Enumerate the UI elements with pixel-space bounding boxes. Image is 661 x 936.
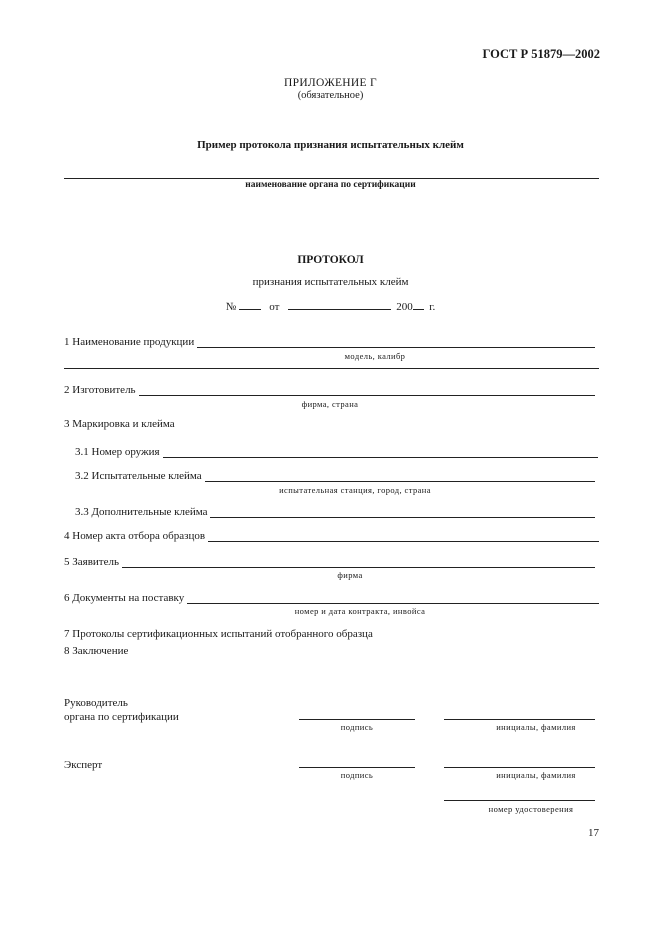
org-name-caption: наименование органа по сертификации: [245, 180, 416, 190]
field-label: 3.2 Испытательные клейма: [75, 470, 202, 482]
field-delivery-documents: [64, 592, 599, 604]
page-number: 17: [588, 827, 599, 839]
field-caption: номер и дата контракта, инвойса: [294, 606, 426, 616]
protocol-title: ПРОТОКОЛ: [297, 254, 364, 266]
field-label: 3.1 Номер оружия: [75, 446, 160, 458]
org-name-line: [64, 178, 599, 179]
field-label: 5 Заявитель: [64, 556, 119, 568]
protocol-subtitle: признания испытательных клейм: [252, 276, 409, 288]
from-label: от: [269, 301, 280, 313]
certificate-number-line: [444, 800, 595, 801]
field-caption: фирма: [337, 570, 363, 580]
fill-line: [163, 447, 598, 458]
year-blank: [413, 300, 424, 310]
expert-title: Эксперт: [64, 759, 103, 771]
expert-name-caption: инициалы, фамилия: [496, 770, 576, 780]
expert-signature-line: [299, 767, 415, 768]
appendix-title: ПРИЛОЖЕНИЕ Г: [284, 77, 377, 89]
field-sampling-act: [64, 530, 599, 542]
head-signature-caption: подпись: [340, 722, 374, 732]
year-suffix: г.: [429, 301, 436, 313]
certificate-number-caption: номер удостоверения: [488, 804, 574, 814]
field-label: 1 Наименование продукции: [64, 336, 195, 348]
fill-line: [210, 507, 595, 518]
field-manufacturer: [64, 384, 595, 396]
appendix-note: (обязательное): [297, 90, 364, 101]
expert-signature-caption: подпись: [340, 770, 374, 780]
date-blank: [288, 300, 391, 310]
field-label: 6 Документы на поставку: [64, 592, 185, 604]
fill-line: [187, 593, 599, 604]
field-additional-marks: [75, 506, 595, 518]
fill-line: [139, 385, 595, 396]
head-title-line1: Руководитель: [64, 697, 128, 709]
field-label: 3.3 Дополнительные клейма: [75, 506, 208, 518]
field-label: 2 Изготовитель: [64, 384, 136, 396]
fill-line: [197, 337, 595, 348]
standard-code: ГОСТ Р 51879—2002: [482, 47, 600, 61]
field-test-reports: [64, 628, 373, 640]
fill-line: [208, 531, 599, 542]
protocol-number-blank: [239, 300, 261, 310]
field-label: 3 Маркировка и клейма: [64, 418, 175, 430]
field-caption: модель, калибр: [344, 351, 406, 361]
continuation-line: [64, 368, 599, 369]
protocol-number-line: [0, 300, 661, 313]
field-product-name: [64, 336, 595, 348]
head-name-line: [444, 719, 595, 720]
field-label: 4 Номер акта отбора образцов: [64, 530, 206, 542]
example-title: Пример протокола признания испытательных клейм: [197, 139, 464, 151]
field-weapon-number: [75, 446, 598, 458]
field-proof-marks: [75, 470, 595, 482]
expert-name-line: [444, 767, 595, 768]
field-label: 8 Заключение: [64, 645, 129, 657]
head-name-caption: инициалы, фамилия: [496, 722, 576, 732]
head-title: [64, 696, 179, 724]
head-signature-line: [299, 719, 415, 720]
head-title-line2: органа по сертификации: [64, 711, 179, 723]
field-caption: фирма, страна: [301, 399, 359, 409]
fill-line: [205, 471, 595, 482]
year-label: 200: [396, 301, 413, 313]
field-conclusion: [64, 645, 128, 657]
field-applicant: [64, 556, 595, 568]
field-caption: испытательная станция, город, страна: [279, 485, 431, 495]
field-marking: [64, 418, 175, 430]
field-label: 7 Протоколы сертификационных испытаний отобранного образца: [64, 628, 373, 640]
fill-line: [122, 557, 595, 568]
number-sign: №: [225, 301, 237, 313]
